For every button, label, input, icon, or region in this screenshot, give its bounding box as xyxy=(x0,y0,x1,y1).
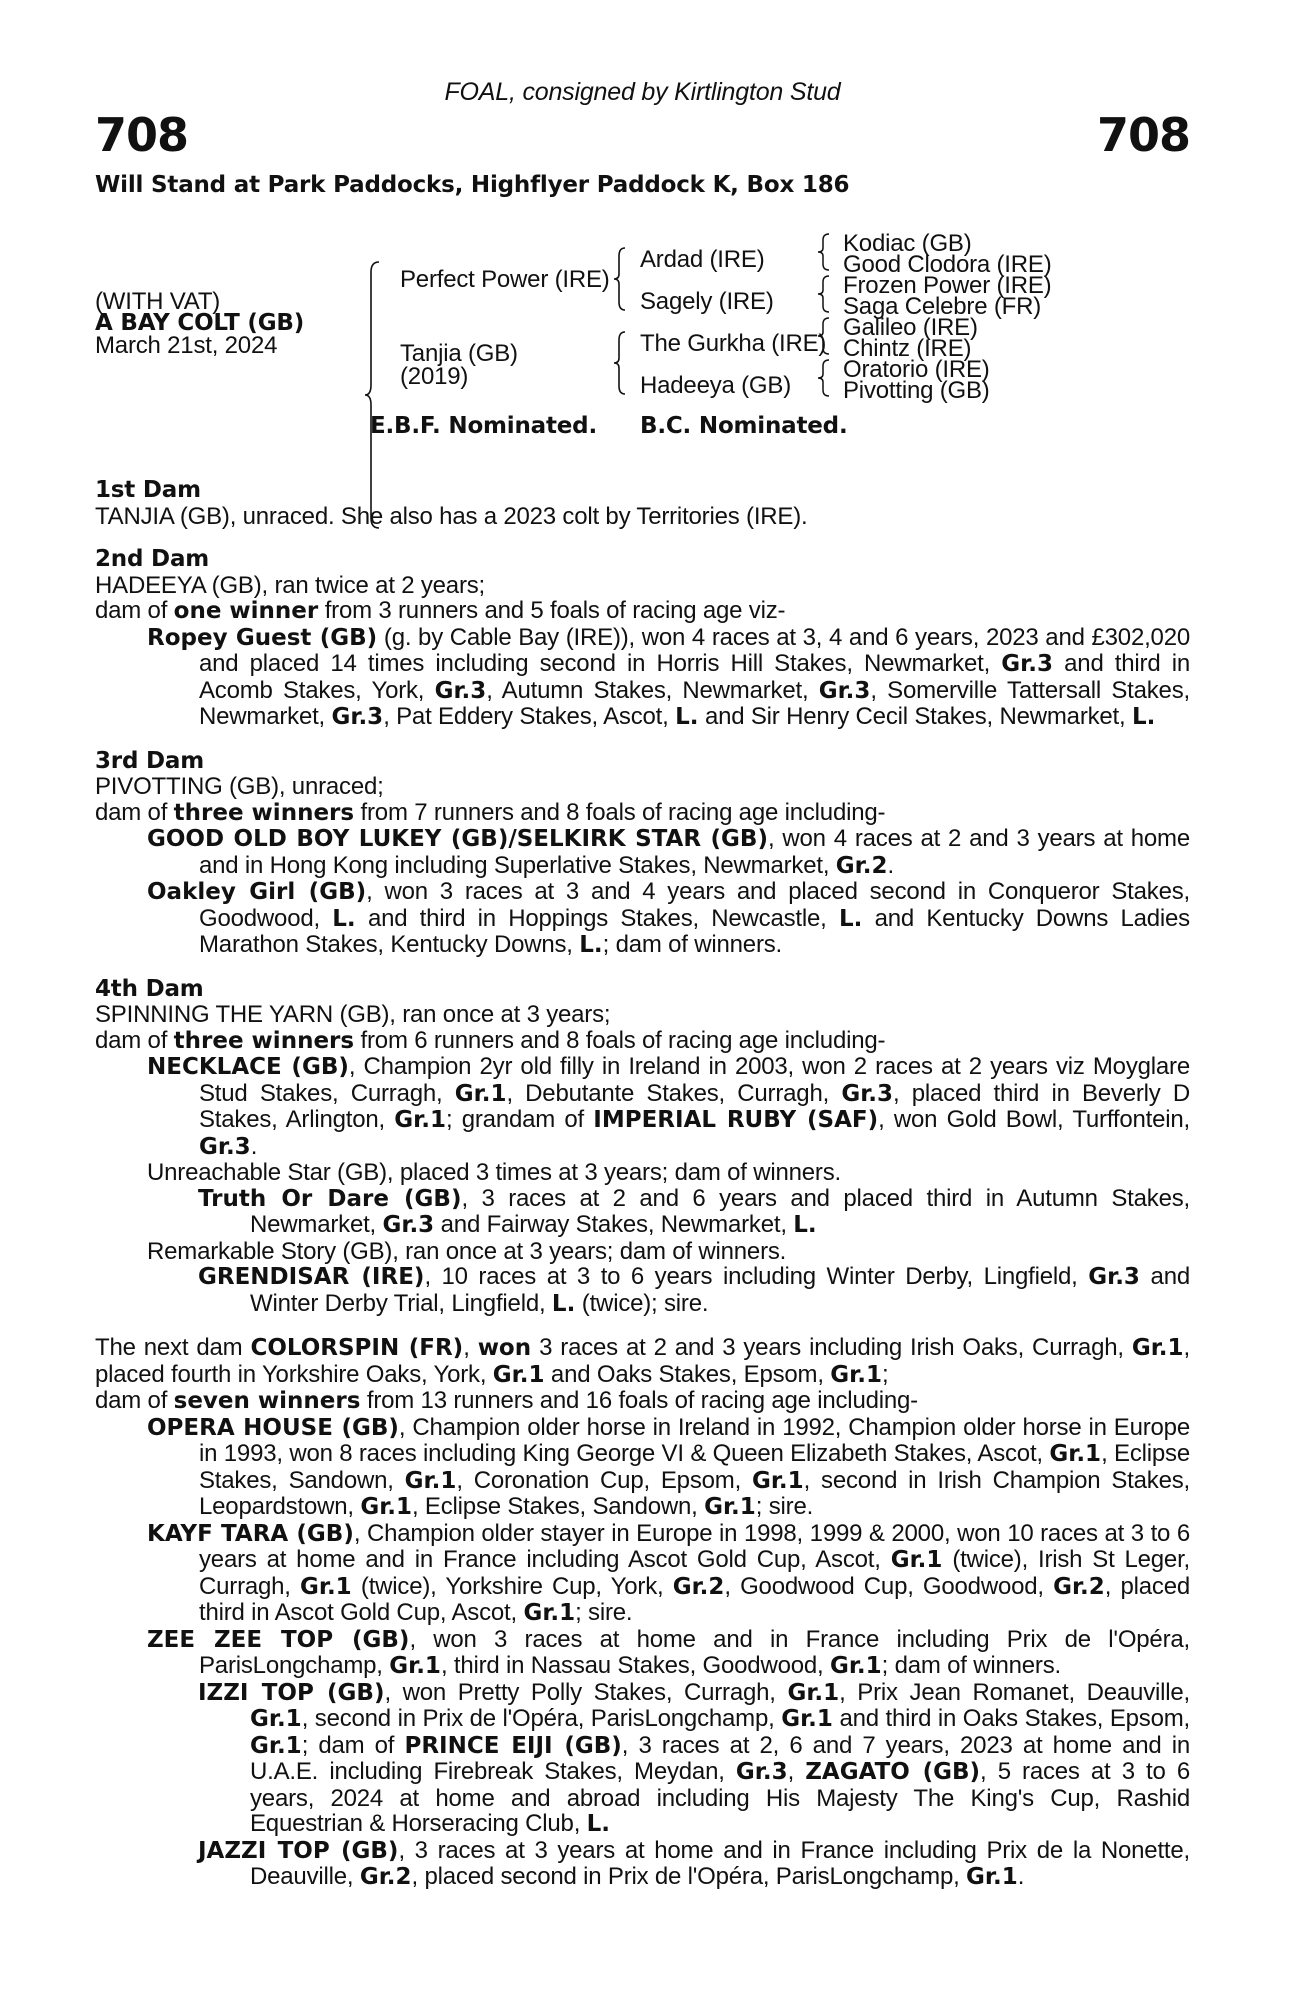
second-dam-heading: 2nd Dam xyxy=(95,546,210,572)
third-dam-entry-1: GOOD OLD BOY LUKEY (GB)/SELKIRK STAR (GB), won 4 races at 2 and 3 years at home and in Hong Kong including Superlative Stakes, Newmarket, Gr.2. xyxy=(147,825,1190,879)
sd-sire: Frozen Power (IRE) xyxy=(843,272,1052,299)
first-dam-heading: 1st Dam xyxy=(95,477,201,503)
horse-name: A BAY COLT (GB) xyxy=(95,310,305,336)
dam-year: (2019) xyxy=(400,363,469,390)
second-dam-line: HADEEYA (GB), ran twice at 2 years; xyxy=(95,571,486,599)
third-dam-produce: dam of three winners from 7 runners and 8 foals of racing age including- xyxy=(95,798,886,826)
lot-number-right: 708 xyxy=(1096,108,1190,162)
fourth-dam-entry-1: NECKLACE (GB), Champion 2yr old filly in Ireland in 2003, won 2 races at 2 years viz Moyglare Stud Stakes, Curragh, Gr.1, Debutante Stakes, Curragh, Gr.3, placed third in Beverly D Stakes, Arlington, Gr.1; grandam of IMPERIAL RUBY (SAF), won Gold Bowl, Turffontein, Gr.3. xyxy=(147,1053,1190,1160)
fourth-dam-entry-2: Unreachable Star (GB), placed 3 times at 3 years; dam of winners. xyxy=(147,1159,841,1186)
next-dam-line: The next dam COLORSPIN (FR), won 3 races at 2 and 3 years including Irish Oaks, Curragh, Gr.1, placed fourth in Yorkshire Oaks, York, Gr.1 and Oaks Stakes, Epsom, Gr.1; xyxy=(95,1334,1191,1388)
sire-dam: Sagely (IRE) xyxy=(640,288,774,315)
third-dam-section xyxy=(95,749,1190,959)
brace-ss xyxy=(817,232,835,272)
brace-ds xyxy=(817,316,835,356)
next-dam-entry-3: ZEE ZEE TOP (GB), won 3 races at home and in France including Prix de l'Opéra, ParisLongchamp, Gr.1, third in Nassau Stakes, Goodwood, Gr.1; dam of winners. xyxy=(147,1625,1190,1679)
fourth-dam-produce: dam of three winners from 6 runners and 8 foals of racing age including- xyxy=(95,1026,886,1054)
third-dam-entry-2: Oakley Girl (GB), won 3 races at 3 and 4 years and placed second in Conqueror Stakes, Goodwood, L. and third in Hoppings Stakes, Newcastle, L. and Kentucky Downs Ladies Marathon Stakes, Kentucky Downs, L.; dam of winners. xyxy=(147,878,1190,958)
fourth-dam-entry-2a: Truth Or Dare (GB), 3 races at 2 and 6 years and placed third in Autumn Stakes, Newmarket, Gr.3 and Fairway Stakes, Newmarket, L. xyxy=(198,1184,1191,1238)
vat-note: (WITH VAT) xyxy=(95,288,221,315)
consignor-line: FOAL, consigned by Kirtlington Stud xyxy=(444,78,841,106)
produce-record xyxy=(95,478,1190,1891)
third-dam-line: PIVOTTING (GB), unraced; xyxy=(95,773,384,800)
ss-dam: Good Clodora (IRE) xyxy=(843,251,1052,278)
ds-dam: Chintz (IRE) xyxy=(843,335,972,362)
next-dam-section xyxy=(95,1335,1190,1891)
second-dam-produce: dam of one winner from 3 runners and 5 foals of racing age viz- xyxy=(95,597,786,624)
dd-dam: Pivotting (GB) xyxy=(843,377,990,404)
dam-sire: The Gurkha (IRE) xyxy=(640,330,827,357)
second-dam-entry: Ropey Guest (GB) (g. by Cable Bay (IRE)), won 4 races at 3, 4 and 6 years, 2023 and £302,020 and placed 14 times including second in Horris Hill Stakes, Newmarket, Gr.3 and third in Acomb Stakes, York, Gr.3, Autumn Stakes, Newmarket, Gr.3, Somerville Tattersall Stakes, Newmarket, Gr.3, Pat Eddery Stakes, Ascot, L. and Sir Henry Cecil Stakes, Newmarket, L. xyxy=(147,623,1190,730)
fourth-dam-heading: 4th Dam xyxy=(95,975,204,1002)
fourth-dam-entry-3a: GRENDISAR (IRE), 10 races at 3 to 6 years including Winter Derby, Lingfield, Gr.3 and Winter Derby Trial, Lingfield, L. (twice); sire. xyxy=(198,1263,1190,1317)
sd-dam: Saga Celebre (FR) xyxy=(843,293,1042,320)
brace-sire xyxy=(613,246,631,312)
fourth-dam-section xyxy=(95,977,1190,1318)
ebf-nomination: E.B.F. Nominated. xyxy=(370,413,597,439)
next-dam-entry-3b: JAZZI TOP (GB), 3 races at 3 years at home and in France including Prix de la Nonette, Deauville, Gr.2, placed second in Prix de l'Opéra, ParisLongchamp, Gr.1. xyxy=(198,1836,1190,1890)
next-dam-produce: dam of seven winners from 13 runners and 16 foals of racing age including- xyxy=(95,1387,918,1414)
lot-number-left: 708 xyxy=(95,108,189,162)
brace-sd xyxy=(817,274,835,314)
first-dam-section xyxy=(95,478,1190,529)
next-dam-entry-3a: IZZI TOP (GB), won Pretty Polly Stakes, Curragh, Gr.1, Prix Jean Romanet, Deauville, Gr.1, second in Prix de l'Opéra, ParisLongchamp, Gr.1 and third in Oaks Stakes, Epsom, Gr.1; dam of PRINCE EIJI (GB), 3 races at 2, 6 and 7 years, 2023 at home and in U.A.E. including Firebreak Stakes, Meydan, Gr.3, ZAGATO (GB), 5 races at 3 to 6 years, 2024 at home and abroad including His Majesty The King's Cup, Rashid Equestrian & Horseracing Club, L. xyxy=(198,1678,1191,1837)
dd-sire: Oratorio (IRE) xyxy=(843,356,990,383)
bc-nomination: B.C. Nominated. xyxy=(640,413,848,439)
fourth-dam-line: SPINNING THE YARN (GB), ran once at 3 years; xyxy=(95,1001,611,1028)
dam-dam: Hadeeya (GB) xyxy=(640,372,791,399)
second-dam-section xyxy=(95,547,1190,731)
brace-dd xyxy=(817,358,835,398)
next-dam-entry-2: KAYF TARA (GB), Champion older stayer in Europe in 1998, 1999 & 2000, won 10 races at 3 to 6 years at home and in France including Ascot Gold Cup, Ascot, Gr.1 (twice), Irish St Leger, Curragh, Gr.1 (twice), Yorkshire Cup, York, Gr.2, Goodwood Cup, Goodwood, Gr.2, placed third in Ascot Gold Cup, Ascot, Gr.1; sire. xyxy=(147,1519,1191,1626)
stabling-location: Will Stand at Park Paddocks, Highflyer Paddock K, Box 186 xyxy=(95,172,850,198)
first-dam-text: TANJIA (GB), unraced. She also has a 2023 colt by Territories (IRE). xyxy=(95,502,808,530)
brace-dam xyxy=(613,330,631,396)
sire-sire: Ardad (IRE) xyxy=(640,246,765,273)
foaling-date: March 21st, 2024 xyxy=(95,332,278,359)
dam-name: Tanjia (GB) xyxy=(400,340,518,367)
sire-name: Perfect Power (IRE) xyxy=(400,266,610,293)
third-dam-heading: 3rd Dam xyxy=(95,747,204,774)
ds-sire: Galileo (IRE) xyxy=(843,314,978,341)
next-dam-entry-1: OPERA HOUSE (GB), Champion older horse in Ireland in 1992, Champion older horse in Europe in 1993, won 8 races including King George VI & Queen Elizabeth Stakes, Ascot, Gr.1, Eclipse Stakes, Sandown, Gr.1, Coronation Cup, Epsom, Gr.1, second in Irish Champion Stakes, Leopardstown, Gr.1, Eclipse Stakes, Sandown, Gr.1; sire. xyxy=(147,1413,1190,1520)
ss-sire: Kodiac (GB) xyxy=(843,230,972,257)
fourth-dam-entry-3: Remarkable Story (GB), ran once at 3 years; dam of winners. xyxy=(147,1237,787,1265)
